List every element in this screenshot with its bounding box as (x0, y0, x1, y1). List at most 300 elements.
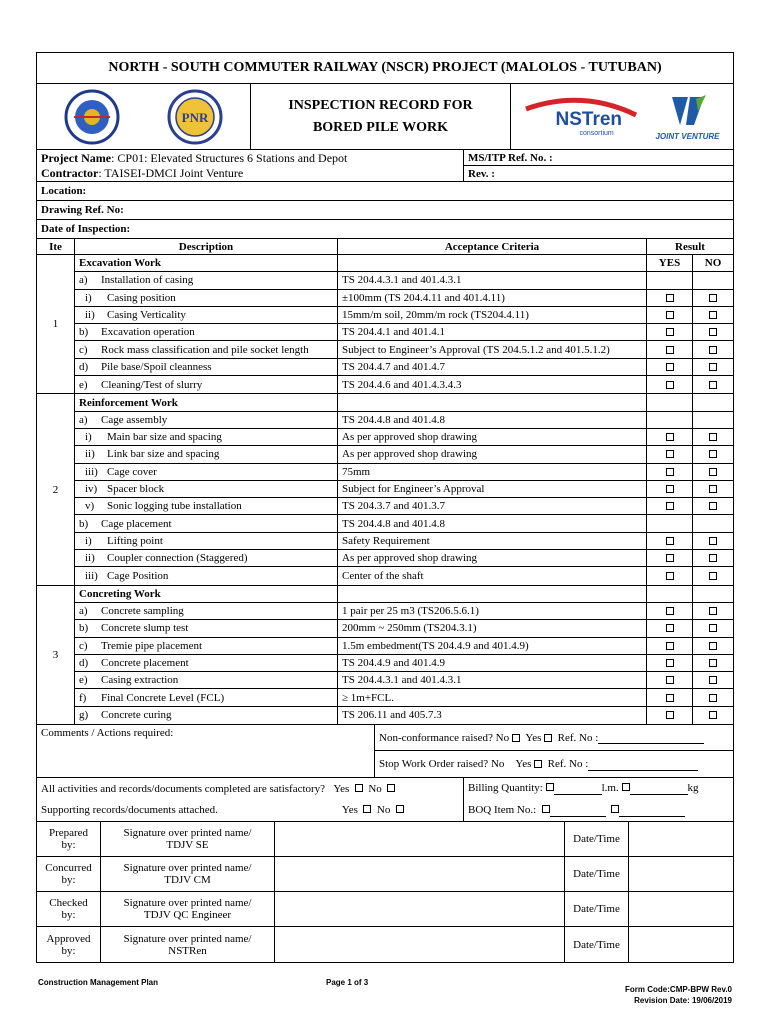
row-label: b) (79, 622, 89, 635)
yes-checkbox[interactable] (666, 711, 674, 719)
row-description (75, 567, 338, 584)
row-description (75, 515, 338, 531)
row-text: Cage cover (107, 465, 157, 478)
ncr-yes-label: Yes (525, 731, 542, 744)
boq-input-2[interactable] (619, 804, 685, 817)
yes-cell (647, 481, 693, 497)
date-time-label: Date/Time (565, 927, 629, 962)
row-criteria: TS 204.4.8 and 401.4.8 (338, 412, 647, 428)
yes-checkbox[interactable] (666, 328, 674, 336)
date-time-field[interactable] (629, 822, 733, 856)
supporting-yes-label: Yes (341, 804, 358, 817)
table-row (75, 672, 733, 689)
billing-kg-checkbox[interactable] (622, 783, 630, 791)
row-description (75, 464, 338, 480)
table-row (75, 498, 733, 515)
table-row (75, 290, 733, 307)
header-criteria: Acceptance Criteria (338, 239, 647, 254)
table-row (75, 620, 733, 637)
signature-field[interactable] (275, 927, 565, 962)
no-checkbox[interactable] (709, 294, 717, 302)
yes-cell (647, 655, 693, 671)
row-label: v) (85, 500, 95, 513)
row-text: Casing Verticality (107, 309, 186, 322)
section-number: 1 (37, 255, 75, 393)
yes-checkbox[interactable] (666, 554, 674, 562)
row-text: Sonic logging tube installation (107, 500, 242, 513)
no-checkbox[interactable] (709, 502, 717, 510)
activities-yes-label: Yes (333, 782, 350, 795)
row-criteria: 75mm (338, 464, 647, 480)
yes-checkbox[interactable] (666, 502, 674, 510)
table-row (75, 567, 733, 584)
no-cell (693, 550, 733, 566)
nstren-text: NSTren (555, 108, 623, 130)
activities-text: All activities and records/documents completed are satisfactory? (41, 782, 326, 795)
swo-text: Stop Work Order raised? No (379, 758, 505, 771)
row-text: Cage assembly (101, 413, 168, 426)
row-text: Rock mass classification and pile socket length (101, 343, 309, 356)
signer-role: Checked by: (37, 892, 101, 926)
row-description (75, 638, 338, 654)
no-checkbox[interactable] (709, 642, 717, 650)
no-checkbox[interactable] (709, 624, 717, 632)
yes-cell (647, 446, 693, 462)
row-text: Concrete curing (101, 709, 172, 722)
billing-unit-lm: l.m. (601, 782, 619, 795)
inspection-table (37, 255, 733, 725)
yes-checkbox[interactable] (666, 346, 674, 354)
row-criteria: TS 204.4.9 and 401.4.9 (338, 655, 647, 671)
signature-field[interactable] (275, 822, 565, 856)
location-field[interactable]: Location: (41, 185, 87, 197)
signature-row (37, 927, 733, 962)
no-header (693, 586, 733, 602)
row-description (75, 446, 338, 462)
row-criteria: Subject for Engineer’s Approval (338, 481, 647, 497)
yes-cell (647, 638, 693, 654)
row-label: b) (79, 326, 89, 339)
section-number: 3 (37, 586, 75, 724)
row-criteria: As per approved shop drawing (338, 446, 647, 462)
table-row (75, 550, 733, 567)
table-row (75, 359, 733, 376)
swo-ref-input[interactable] (588, 758, 698, 771)
footer-left: Construction Management Plan (38, 978, 159, 987)
signer-title: TDJV CM (164, 874, 211, 887)
row-label: d) (79, 360, 89, 373)
signature-caption-line: Signature over printed name/ (123, 827, 252, 840)
row-label: i) (85, 291, 92, 304)
billing-area (464, 778, 733, 821)
yes-cell (647, 359, 693, 375)
no-checkbox[interactable] (709, 711, 717, 719)
row-criteria: ≥ 1m+FCL. (338, 689, 647, 705)
row-criteria: Safety Requirement (338, 533, 647, 549)
svg-text:PNR: PNR (181, 109, 209, 125)
no-cell (693, 707, 733, 724)
no-cell (693, 620, 733, 636)
comments-section (37, 725, 733, 778)
row-text: Concrete placement (101, 656, 189, 669)
section-title-row (75, 255, 733, 272)
dotr-seal-icon (64, 89, 120, 145)
yes-checkbox[interactable] (666, 468, 674, 476)
no-checkbox[interactable] (709, 363, 717, 371)
yes-checkbox[interactable] (666, 642, 674, 650)
no-checkbox[interactable] (709, 694, 717, 702)
no-cell (693, 464, 733, 480)
project-info (37, 150, 464, 181)
signature-row (37, 822, 733, 857)
signature-caption-line: Signature over printed name/ (123, 932, 252, 945)
no-cell (693, 638, 733, 654)
section-title-row (75, 586, 733, 603)
yes-cell (647, 412, 693, 428)
table-row (75, 341, 733, 358)
row-description (75, 689, 338, 705)
table-header (37, 239, 733, 255)
yes-checkbox[interactable] (666, 381, 674, 389)
signature-caption (101, 822, 275, 856)
row-text: Cage placement (101, 517, 172, 530)
no-cell (693, 429, 733, 445)
signer-role: Prepared by: (37, 822, 101, 856)
no-checkbox[interactable] (709, 346, 717, 354)
ncr-text: Non-conformance raised? No (379, 731, 510, 744)
no-cell (693, 655, 733, 671)
row-text: Casing position (107, 291, 176, 304)
row-description (75, 359, 338, 375)
contractor-value: : TAISEI-DMCI Joint Venture (98, 165, 244, 180)
signature-row (37, 857, 733, 892)
table-row (75, 655, 733, 672)
activities-line (41, 783, 459, 795)
signature-row (37, 892, 733, 927)
row-text: Lifting point (107, 534, 163, 547)
yes-header: YES (647, 255, 693, 271)
row-text: Tremie pipe placement (101, 639, 203, 652)
table-row (75, 481, 733, 498)
yes-cell (647, 376, 693, 393)
no-header: NO (704, 257, 722, 270)
row-text: Casing extraction (101, 674, 179, 687)
yes-cell (647, 567, 693, 584)
row-label: g) (79, 709, 89, 722)
row-description (75, 324, 338, 340)
header-description: Description (75, 239, 338, 254)
yes-checkbox[interactable] (666, 659, 674, 667)
ms-itp-ref-field[interactable]: MS/ITP Ref. No. : (464, 150, 733, 166)
no-cell (693, 324, 733, 340)
yes-cell (647, 272, 693, 288)
row-criteria: TS 204.4.3.1 and 401.4.3.1 (338, 672, 647, 688)
footer-right (625, 984, 732, 1006)
yes-checkbox[interactable] (666, 624, 674, 632)
row-description (75, 533, 338, 549)
revision-date: Revision Date: 19/06/2019 (634, 996, 732, 1005)
criteria-empty (338, 586, 647, 602)
yes-cell (647, 464, 693, 480)
jv-text: JOINT VENTURE (655, 131, 720, 141)
no-checkbox[interactable] (709, 676, 717, 684)
row-description (75, 498, 338, 514)
no-checkbox[interactable] (709, 659, 717, 667)
row-description (75, 376, 338, 393)
supporting-no-checkbox[interactable] (396, 805, 404, 813)
row-text: Concrete slump test (101, 622, 189, 635)
no-checkbox[interactable] (709, 328, 717, 336)
row-criteria: As per approved shop drawing (338, 550, 647, 566)
row-label: ii) (85, 552, 95, 565)
yes-checkbox[interactable] (666, 694, 674, 702)
no-cell (693, 290, 733, 306)
yes-cell (647, 307, 693, 323)
no-cell (693, 412, 733, 428)
row-description (75, 307, 338, 323)
yes-checkbox[interactable] (666, 485, 674, 493)
yes-checkbox[interactable] (666, 311, 674, 319)
date-inspection-field[interactable]: Date of Inspection: (41, 223, 131, 235)
billing-lm-checkbox[interactable] (546, 783, 554, 791)
date-time-field[interactable] (629, 892, 733, 926)
row-label: a) (79, 605, 88, 618)
yes-cell (647, 533, 693, 549)
no-checkbox[interactable] (709, 381, 717, 389)
rev-field[interactable]: Rev. : (468, 167, 495, 180)
activities-no-label: No (368, 782, 382, 795)
section-number: 2 (37, 394, 75, 584)
seal-area (37, 84, 251, 149)
row-criteria: 15mm/m soil, 20mm/m rock (TS204.4.11) (338, 307, 647, 323)
billing-unit-kg: kg (687, 782, 699, 795)
criteria-empty (338, 255, 647, 271)
table-row (75, 707, 733, 724)
row-label: f) (79, 691, 87, 704)
no-checkbox[interactable] (709, 468, 717, 476)
date-time-field[interactable] (629, 927, 733, 962)
no-cell (693, 533, 733, 549)
table-row (75, 272, 733, 289)
row-criteria: TS 204.4.6 and 401.4.3.4.3 (338, 376, 647, 393)
ncr-ref-input[interactable] (598, 731, 704, 744)
row-text: Coupler connection (Staggered) (107, 552, 248, 565)
row-label: ii) (85, 448, 95, 461)
yes-header (647, 394, 693, 410)
no-checkbox[interactable] (709, 311, 717, 319)
jv-mark-icon (668, 93, 708, 129)
row-label: b) (79, 517, 89, 530)
date-time-field[interactable] (629, 857, 733, 891)
no-checkbox[interactable] (709, 485, 717, 493)
yes-checkbox[interactable] (666, 294, 674, 302)
row-text: Cleaning/Test of slurry (101, 378, 203, 391)
signature-caption (101, 927, 275, 962)
no-cell (693, 515, 733, 531)
row-description (75, 341, 338, 357)
ncr-yes-checkbox[interactable] (544, 734, 552, 742)
table-row (75, 638, 733, 655)
boq-input-1[interactable] (550, 804, 606, 817)
form-title (251, 84, 511, 149)
row-criteria: TS 204.4.8 and 401.4.8 (338, 515, 647, 531)
signer-role: Concurred by: (37, 857, 101, 891)
no-cell (693, 689, 733, 705)
no-cell (693, 272, 733, 288)
date-time-label: Date/Time (565, 857, 629, 891)
table-row (75, 412, 733, 429)
row-text: Final Concrete Level (FCL) (101, 691, 225, 704)
row-text: Pile base/Spoil cleanness (101, 360, 212, 373)
yes-cell (647, 324, 693, 340)
yes-cell (647, 603, 693, 619)
row-text: Link bar size and spacing (107, 448, 220, 461)
supporting-yes-checkbox[interactable] (363, 805, 371, 813)
no-checkbox[interactable] (709, 450, 717, 458)
billing-kg-input[interactable] (630, 782, 688, 795)
no-header (693, 394, 733, 410)
yes-checkbox[interactable] (666, 537, 674, 545)
jv-logo (653, 93, 723, 141)
row-criteria: TS 204.4.1 and 401.4.1 (338, 324, 647, 340)
row-description (75, 412, 338, 428)
section-title: Excavation Work (75, 255, 338, 271)
section-title: Concreting Work (75, 586, 338, 602)
yes-cell (647, 429, 693, 445)
row-description (75, 603, 338, 619)
ref-info (464, 150, 733, 181)
ncr-no-checkbox[interactable] (512, 734, 520, 742)
criteria-empty (338, 394, 647, 410)
row-label: ii) (85, 309, 95, 322)
signature-block (37, 822, 733, 962)
no-checkbox[interactable] (709, 537, 717, 545)
nstren-subtext: consortium (579, 129, 614, 137)
row-criteria: TS 204.4.7 and 401.4.7 (338, 359, 647, 375)
contractor-label: Contractor (41, 165, 99, 180)
activities-no-checkbox[interactable] (387, 784, 395, 792)
no-checkbox[interactable] (709, 554, 717, 562)
no-cell (693, 481, 733, 497)
yes-checkbox[interactable] (666, 433, 674, 441)
section-block (37, 394, 733, 585)
yes-checkbox[interactable] (666, 363, 674, 371)
row-description (75, 707, 338, 724)
no-cell (693, 359, 733, 375)
yes-checkbox[interactable] (666, 676, 674, 684)
section-title-row (75, 394, 733, 411)
no-checkbox[interactable] (709, 572, 717, 580)
yes-header (647, 586, 693, 602)
yes-cell (647, 620, 693, 636)
table-row (75, 515, 733, 532)
row-criteria: TS 204.3.7 and 401.3.7 (338, 498, 647, 514)
billing-label: Billing Quantity: (468, 782, 543, 795)
yes-cell (647, 672, 693, 688)
table-row (75, 429, 733, 446)
swo-ref-label: Ref. No : (547, 758, 589, 771)
row-criteria: ±100mm (TS 204.4.11 and 401.4.11) (338, 290, 647, 306)
form-code: Form Code:CMP-BPW Rev.0 (625, 985, 732, 994)
row-text: Installation of casing (101, 274, 194, 287)
row-text: Spacer block (107, 483, 165, 495)
row-criteria: TS 204.4.3.1 and 401.4.3.1 (338, 272, 647, 288)
drawing-ref-field[interactable]: Drawing Ref. No: (41, 204, 124, 216)
supporting-line (41, 804, 459, 816)
form-title-line2: BORED PILE WORK (312, 119, 449, 135)
row-label: a) (79, 413, 88, 426)
no-checkbox[interactable] (709, 433, 717, 441)
row-text: Main bar size and spacing (107, 431, 222, 444)
row-description (75, 550, 338, 566)
row-label: iv) (85, 483, 98, 495)
row-text: Concrete sampling (101, 605, 184, 618)
yes-cell (647, 550, 693, 566)
yes-checkbox[interactable] (666, 450, 674, 458)
section-rows (75, 255, 733, 393)
row-description (75, 481, 338, 497)
yes-cell (647, 498, 693, 514)
section-rows (75, 586, 733, 724)
no-cell (693, 376, 733, 393)
completion-section (37, 778, 733, 822)
row-label: a) (79, 274, 88, 287)
no-cell (693, 567, 733, 584)
nstren-logo (522, 95, 640, 139)
signature-field[interactable] (275, 857, 565, 891)
yes-checkbox[interactable] (666, 607, 674, 615)
signature-field[interactable] (275, 892, 565, 926)
activities-yes-checkbox[interactable] (355, 784, 363, 792)
table-row (75, 464, 733, 481)
section-title: Reinforcement Work (75, 394, 338, 410)
comments-label: Comments / Actions required: (37, 725, 375, 777)
yes-checkbox[interactable] (666, 572, 674, 580)
section-rows (75, 394, 733, 584)
signature-caption (101, 892, 275, 926)
signature-caption-line: Signature over printed name/ (123, 862, 252, 875)
row-label: iii) (85, 465, 98, 478)
boq-checkbox-1[interactable] (542, 805, 550, 813)
row-label: c) (79, 639, 88, 652)
raised-flags (375, 725, 733, 777)
inspection-form (36, 52, 734, 963)
billing-lm-input[interactable] (554, 782, 602, 795)
yes-cell (647, 689, 693, 705)
form-title-line1: INSPECTION RECORD FOR (288, 97, 473, 113)
row-description (75, 655, 338, 671)
row-criteria: Center of the shaft (338, 567, 647, 584)
no-cell (693, 307, 733, 323)
row-criteria: 1 pair per 25 m3 (TS206.5.6.1) (338, 603, 647, 619)
table-row (75, 533, 733, 550)
row-text: Excavation operation (101, 326, 195, 339)
signer-title: NSTRen (168, 944, 207, 957)
boq-label: BOQ Item No.: (468, 803, 537, 816)
table-row (75, 689, 733, 706)
yes-cell (647, 515, 693, 531)
no-checkbox[interactable] (709, 607, 717, 615)
swo-yes-checkbox[interactable] (534, 760, 542, 768)
billing-line (468, 782, 729, 795)
row-criteria: 200mm ~ 250mm (TS204.3.1) (338, 620, 647, 636)
signature-caption-line: Signature over printed name/ (123, 897, 252, 910)
yes-cell (647, 341, 693, 357)
no-cell (693, 446, 733, 462)
boq-checkbox-2[interactable] (611, 805, 619, 813)
row-label: iii) (85, 569, 98, 582)
table-row (75, 324, 733, 341)
